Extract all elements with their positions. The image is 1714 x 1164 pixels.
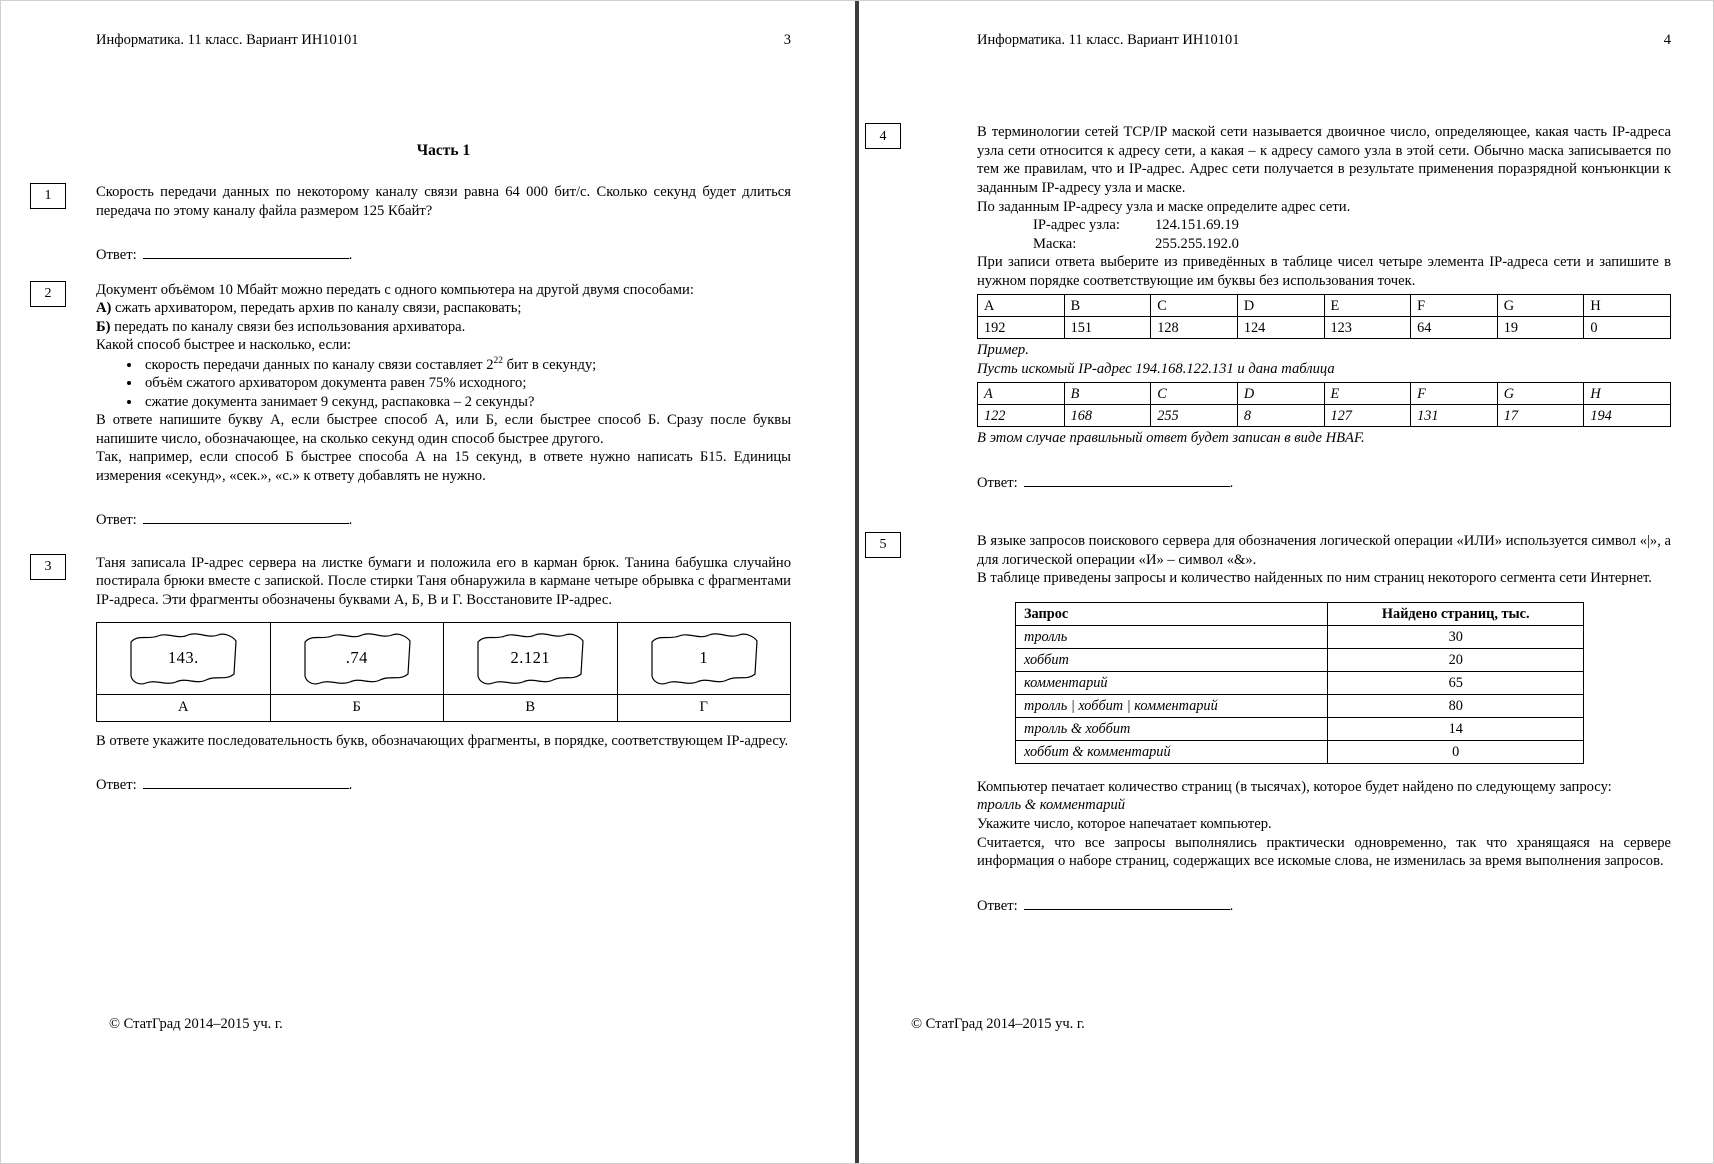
torn-paper-a [122,629,244,687]
header-cell: A [978,295,1065,317]
table-row [1016,671,1584,694]
example-table-values-row [978,405,1671,427]
answer-blank [1024,898,1230,910]
example-table-header-row [978,383,1671,405]
bullet-speed-pre: скорость передачи данных по каналу связи составляет 2 [145,356,494,373]
query-cell: тролль & хоббит [1016,717,1328,740]
value-cell: 131 [1411,405,1498,427]
header-cell: D [1237,295,1324,317]
header-cell: C [1151,295,1238,317]
header-cell: E [1324,383,1411,405]
value-cell: 8 [1237,405,1324,427]
header-cell: E [1324,295,1411,317]
count-cell: 14 [1328,717,1584,740]
answer-label: Ответ: [977,897,1018,914]
fragments-row [97,622,791,694]
value-cell: 128 [1151,317,1238,339]
fragment-cell-v [444,622,618,694]
task-5-number: 5 [865,532,901,558]
answer-label: Ответ: [977,474,1018,491]
ip-address-value: 124.151.69.19 [1155,217,1239,234]
answer-label: Ответ: [96,512,137,529]
address-elements-table [977,294,1671,339]
task-1 [44,183,791,265]
bullet-speed-post: бит в секунду; [502,356,597,373]
value-cell: 19 [1497,317,1584,339]
task-5-answer-line [977,897,1671,916]
header-cell: H [1584,295,1671,317]
option-b-label: Б) [96,318,111,335]
value-cell: 194 [1584,405,1671,427]
example-outro: В этом случае правильный ответ будет записан в виде HBAF. [977,430,1365,447]
task-3-number: 3 [30,554,66,580]
task-2-question: Какой способ быстрее и насколько, если: [96,337,352,354]
page-4 [859,1,1713,1163]
task-2-outro-2: Так, например, если способ Б быстрее способа А на 15 секунд, в ответе нужно написать Б15. Единицы измерения «секунд», «сек.», «с.» к ответу добавлять не нужно. [96,449,791,484]
count-column-header: Найдено страниц, тыс. [1328,602,1584,625]
table-row [1016,740,1584,763]
header-cell: F [1411,383,1498,405]
task-5-outro-2: Укажите число, которое напечатает компьютер. [977,815,1272,832]
value-cell: 151 [1064,317,1151,339]
fragment-cell-a [97,622,271,694]
task-2-bullet-list [142,355,791,411]
task-4-instruction: По заданным IP-адресу узла и маске определите адрес сети. [977,198,1351,215]
header-cell: H [1584,383,1671,405]
example-title: Пример. [977,342,1029,359]
option-a-text: сжать архиватором, передать архив по каналу связи, распаковать; [111,300,522,317]
torn-paper-v [469,629,591,687]
bullet-speed-exponent: 22 [493,355,503,366]
header-cell: D [1237,383,1324,405]
task-3 [44,554,791,795]
task-2-option-a [96,299,791,318]
query-cell: хоббит & комментарий [1016,740,1328,763]
fragment-cell-g [617,622,791,694]
answer-blank [143,777,349,789]
header-title: Информатика. 11 класс. Вариант ИН10101 [977,32,1240,48]
fragment-labels-row [97,694,791,721]
copyright-footer: © СтатГрад 2014–2015 уч. г. [911,1015,1085,1032]
fragment-label: А [97,694,271,721]
answer-period: . [1229,897,1234,914]
task-4-note: При записи ответа выберите из приведённых в таблице чисел четыре элемента IP-адреса сети и запишите в нужном порядке соответствующие им буквы без использования точек. [977,254,1671,289]
header-cell: F [1411,295,1498,317]
fragment-label: Г [617,694,791,721]
option-b-text: передать по каналу связи без использования архиватора. [110,318,466,335]
header-cell: G [1497,295,1584,317]
value-cell: 124 [1237,317,1324,339]
page-header [96,31,791,49]
bullet-time: • сжатие документа занимает 9 секунд, распаковка – 2 секунды? [142,393,791,412]
fragment-text: 1 [699,647,709,667]
torn-paper-b [296,629,418,687]
answer-period: . [348,777,353,794]
fragment-label: В [444,694,618,721]
header-cell: B [1064,383,1151,405]
fragment-label: Б [270,694,444,721]
task-2-number: 2 [30,281,66,307]
task-3-answer-line [96,776,791,795]
query-column-header: Запрос [1016,602,1328,625]
fragments-table [96,622,791,722]
answer-label: Ответ: [96,247,137,264]
ip-lines [1033,216,1671,253]
page-number: 3 [783,32,791,48]
query-cell: комментарий [1016,671,1328,694]
page-3 [1,1,855,1163]
value-cell: 123 [1324,317,1411,339]
task-2-outro-1: В ответе напишите букву А, если быстрее способ А, или Б, если быстрее способ Б. Сразу после буквы напишите число, обозначающее, на сколько секунд один способ быстрее другого. [96,412,791,447]
task-2-intro: Документ объёмом 10 Мбайт можно передать с одного компьютера на другой двумя способами: [96,281,694,298]
header-cell: A [978,383,1065,405]
task-3-outro: В ответе укажите последовательность букв, обозначающих фрагменты, в порядке, соответствующем IP-адресу. [96,732,789,749]
task-5-query-line: тролль & комментарий [977,797,1126,814]
task-2-answer-line [96,511,791,530]
task-4-intro: В терминологии сетей TCP/IP маской сети называется двоичное число, определяющее, какая часть IP-адреса узла сети относится к адресу сети, а какая – к адресу самого узла в этой сети. Обычно маска записывается по тем же правилам, что и IP-адрес. Адрес сети получается в результате применения поразрядной конъюнкции к заданным IP-адресу узла и маске. [977,124,1671,196]
task-5-intro-2: В таблице приведены запросы и количество найденных по ним страниц некоторого сегмента сети Интернет. [977,570,1652,587]
task-1-answer-line [96,246,791,265]
header-cell: C [1151,383,1238,405]
task-4-answer-line [977,474,1671,493]
task-4-number: 4 [865,123,901,149]
table-row [1016,648,1584,671]
count-cell: 65 [1328,671,1584,694]
fragment-text: 143. [167,647,199,667]
value-cell: 192 [978,317,1065,339]
query-cell: тролль [1016,625,1328,648]
copyright-footer: © СтатГрад 2014–2015 уч. г. [109,1015,283,1032]
task-5-intro-1: В языке запросов поискового сервера для обозначения логической операции «ИЛИ» используется символ «|», а для логической операции «И» – символ «&». [977,533,1671,568]
task-3-text: Таня записала IP-адрес сервера на листке бумаги и положила его в карман брюк. Танина бабушка случайно постирала брюки вместе с запиской. После стирки Таня обнаружила в кармане четыре обрывка с фрагментами IP-адреса. Эти фрагменты обозначены буквами А, Б, В и Г. Восстановите IP-адрес. [96,554,791,608]
example-text: Пусть искомый IP-адрес 194.168.122.131 и дана таблица [977,360,1335,377]
task-5-outro-3: Считается, что все запросы выполнялись практически одновременно, так что хранящаяся на сервере информация о наборе страниц, содержащих все искомые слова, не изменилась за время выполнения запросов. [977,834,1671,870]
answer-period: . [1229,474,1234,491]
option-a-label: А) [96,300,112,317]
value-cell: 17 [1497,405,1584,427]
task-5-outro-1: Компьютер печатает количество страниц (в тысячах), которое будет найдено по следующему запросу: [977,778,1612,795]
bullet-speed [142,355,791,374]
torn-paper-g [643,629,765,687]
task-2 [44,281,791,530]
address-table-values-row [978,317,1671,339]
table-row [1016,625,1584,648]
header-cell: B [1064,295,1151,317]
table-row [1016,694,1584,717]
query-cell: тролль | хоббит | комментарий [1016,694,1328,717]
count-cell: 20 [1328,648,1584,671]
value-cell: 0 [1584,317,1671,339]
answer-period: . [348,512,353,529]
header-title: Информатика. 11 класс. Вариант ИН10101 [96,32,359,48]
value-cell: 168 [1064,405,1151,427]
page-header [977,31,1671,49]
mask-line [1033,235,1671,254]
fragment-text: .74 [345,647,368,667]
answer-blank [1024,475,1230,487]
query-table-header-row [1016,602,1584,625]
task-2-option-b [96,318,791,337]
task-4 [879,123,1671,492]
header-cell: G [1497,383,1584,405]
value-cell: 127 [1324,405,1411,427]
mask-label: Маска: [1033,235,1077,252]
ip-address-line [1033,216,1671,235]
query-cell: хоббит [1016,648,1328,671]
page-number: 4 [1663,32,1671,48]
count-cell: 80 [1328,694,1584,717]
task-5 [879,532,1671,915]
part-title: Часть 1 [416,142,471,160]
answer-blank [143,512,349,524]
query-results-table [1015,602,1584,764]
answer-label: Ответ: [96,777,137,794]
example-table [977,382,1671,427]
task-1-text: Скорость передачи данных по некоторому каналу связи равна 64 000 бит/с. Сколько секунд будет длиться передача по этому каналу файла размером 125 Кбайт? [96,184,791,219]
address-table-header-row [978,295,1671,317]
count-cell: 0 [1328,740,1584,763]
table-row [1016,717,1584,740]
value-cell: 255 [1151,405,1238,427]
fragment-cell-b [270,622,444,694]
answer-period: . [348,247,353,264]
mask-value: 255.255.192.0 [1155,235,1239,252]
ip-address-label: IP-адрес узла: [1033,217,1120,234]
value-cell: 64 [1411,317,1498,339]
answer-blank [143,247,349,259]
count-cell: 30 [1328,625,1584,648]
value-cell: 122 [978,405,1065,427]
fragment-text: 2.121 [510,647,551,667]
bullet-volume: • объём сжатого архиватором документа равен 75% исходного; [142,374,791,393]
task-1-number: 1 [30,183,66,209]
